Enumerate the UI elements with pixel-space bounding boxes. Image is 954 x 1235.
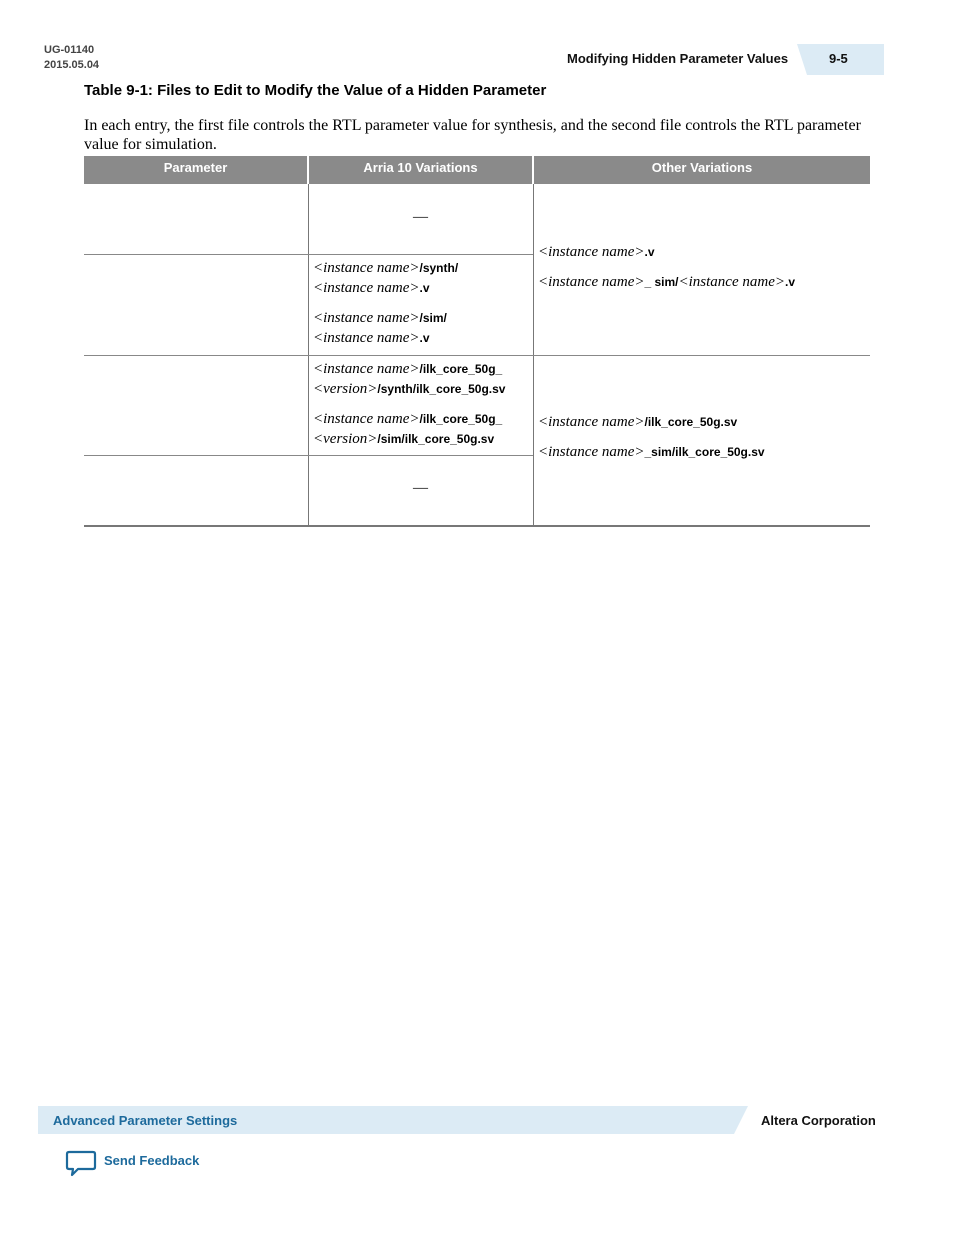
table-bottom-rule	[84, 525, 870, 527]
column-header-parameter: Parameter	[84, 156, 307, 184]
file-path-line: <instance name>/sim/	[313, 310, 447, 326]
running-title: Modifying Hidden Parameter Values	[567, 51, 789, 66]
row-divider	[84, 254, 533, 255]
page-number: 9-5	[829, 51, 848, 66]
table-cell-other-files	[538, 242, 795, 292]
column-header-other: Other Variations	[534, 156, 870, 184]
table-description: In each entry, the first file controls the RTL parameter value for synthesis, and the second file controls the RTL parameter value for simulation.	[84, 117, 861, 153]
table-title: Table 9-1: Files to Edit to Modify the Value of a Hidden Parameter	[84, 82, 547, 99]
file-path-line: <instance name>_ sim/<instance name>.v	[538, 274, 796, 290]
file-path-line: <instance name>/ilk_core_50g_	[313, 361, 503, 377]
column-header-arria10: Arria 10 Variations	[309, 156, 532, 184]
row-divider	[84, 355, 870, 356]
file-path-line: <instance name>/synth/	[313, 260, 459, 276]
file-path-line: <instance name>/ilk_core_50g.sv	[538, 414, 738, 430]
file-path-line: <instance name>_sim/ilk_core_50g.sv	[538, 444, 765, 460]
footer-section-link[interactable]: Advanced Parameter Settings	[53, 1113, 238, 1128]
doc-date: 2015.05.04	[44, 59, 100, 71]
file-path-line: <version>/synth/ilk_core_50g.sv	[313, 381, 506, 397]
row-divider	[84, 455, 533, 456]
send-feedback-link[interactable]: Send Feedback	[104, 1153, 200, 1168]
file-path-line: <instance name>.v	[313, 330, 430, 346]
table-cell-arria-files	[313, 258, 458, 348]
hidden-parameter-table	[84, 156, 870, 527]
table-cell-arria-files	[313, 359, 505, 449]
footer-company: Altera Corporation	[761, 1113, 876, 1128]
file-path-line: <instance name>.v	[538, 244, 655, 260]
speech-bubble-icon[interactable]	[65, 1150, 97, 1178]
table-cell-other-files	[538, 412, 765, 462]
doc-number: UG-01140	[44, 44, 95, 56]
table-cell-dash: —	[413, 480, 428, 496]
file-path-line: <instance name>/ilk_core_50g_	[313, 411, 503, 427]
table-cell-dash: —	[413, 209, 428, 225]
file-path-line: <version>/sim/ilk_core_50g.sv	[313, 431, 495, 447]
file-path-line: <instance name>.v	[313, 280, 430, 296]
doc-id	[44, 43, 99, 73]
